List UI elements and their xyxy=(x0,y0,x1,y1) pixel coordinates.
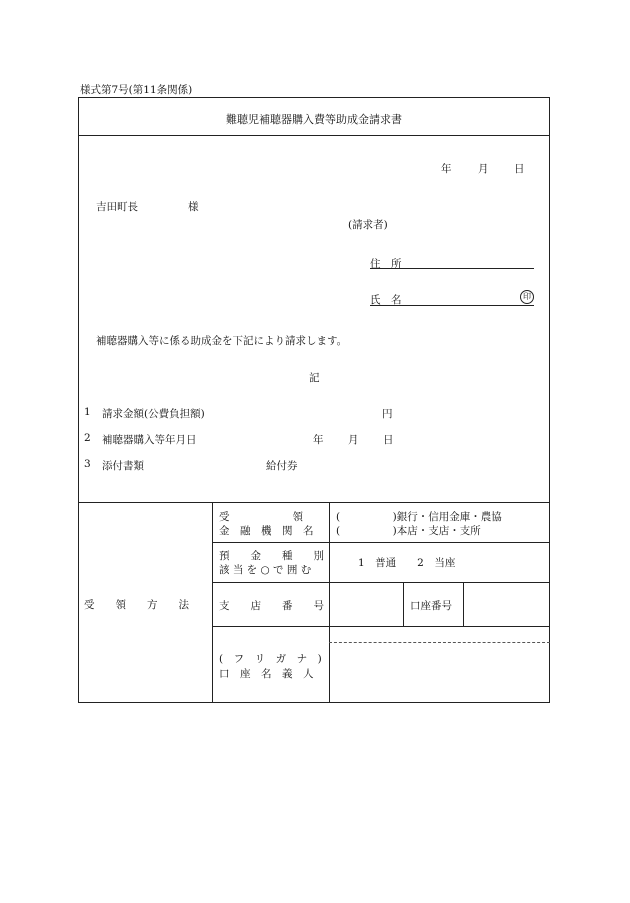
account-number-field[interactable] xyxy=(469,588,545,620)
receipt-row-3-bottom xyxy=(212,626,550,627)
deposit-type-options[interactable]: 1 普通 2 当座 xyxy=(358,557,456,569)
form-title: 難聴児補聴器購入費等助成金請求書 xyxy=(226,113,402,126)
address-underline[interactable] xyxy=(370,268,534,269)
claimant-label: (請求者) xyxy=(348,219,388,231)
item-1-yen: 円 xyxy=(382,408,393,420)
item-1-label: 請求金額(公費負担額) xyxy=(102,408,205,420)
seal-mark: 印 xyxy=(520,290,534,304)
name-label: 氏 名 xyxy=(370,294,402,306)
furigana-field[interactable] xyxy=(335,628,545,640)
account-label-divider xyxy=(463,582,464,626)
title-divider xyxy=(78,135,550,136)
account-holder-field[interactable] xyxy=(335,646,545,698)
item-2-label: 補聴器購入等年月日 xyxy=(102,434,197,446)
bank-value-line1[interactable]: ( )銀行・信用金庫・農協 xyxy=(336,511,502,523)
receipt-table-top xyxy=(78,502,550,503)
account-holder-label: 口 座 名 義 人 xyxy=(219,668,314,680)
item-2-number: 2 xyxy=(84,432,91,444)
item-2-day: 日 xyxy=(383,434,394,446)
item-1-number: 1 xyxy=(84,406,91,418)
deposit-type-label-line2: 該 当 を ○ で 囲 む xyxy=(219,564,312,576)
item-3-value: 給付券 xyxy=(266,460,298,472)
branch-account-divider xyxy=(403,582,404,626)
receipt-method-divider xyxy=(212,502,213,703)
branch-number-field[interactable] xyxy=(335,588,397,620)
bank-label-line2: 金 融 機 関 名 xyxy=(219,525,314,537)
ki-heading: 記 xyxy=(309,372,320,384)
furigana-dashed-line xyxy=(329,642,550,643)
account-number-label: 口座番号 xyxy=(410,600,452,612)
item-3-number: 3 xyxy=(84,458,91,470)
furigana-label: ( フ リ ガ ナ ) xyxy=(219,653,322,665)
item-3-label: 添付書類 xyxy=(102,460,144,472)
form-id: 様式第7号(第11条関係) xyxy=(80,84,193,96)
addressee-honorific: 様 xyxy=(188,201,199,213)
receipt-row-1-bottom xyxy=(212,542,550,543)
receipt-method-label: 受 領 方 法 xyxy=(84,599,189,611)
date-year: 年 xyxy=(441,163,452,175)
deposit-type-label-line1: 預 金 種 別 xyxy=(219,550,324,562)
date-day: 日 xyxy=(514,163,525,175)
bank-label-line1: 受 領 xyxy=(219,511,303,523)
branch-number-label: 支 店 番 号 xyxy=(219,600,324,612)
address-label: 住 所 xyxy=(370,258,402,270)
receipt-row-2-bottom xyxy=(212,582,550,583)
item-2-year: 年 xyxy=(313,434,324,446)
name-underline[interactable] xyxy=(370,305,534,306)
bank-value-line2[interactable]: ( )本店・支店・支所 xyxy=(336,525,481,537)
item-2-month: 月 xyxy=(348,434,359,446)
receipt-label-divider xyxy=(329,502,330,703)
addressee-name: 吉田町長 xyxy=(96,201,138,213)
date-month: 月 xyxy=(478,163,489,175)
request-statement: 補聴器購入等に係る助成金を下記により請求します。 xyxy=(96,335,348,347)
